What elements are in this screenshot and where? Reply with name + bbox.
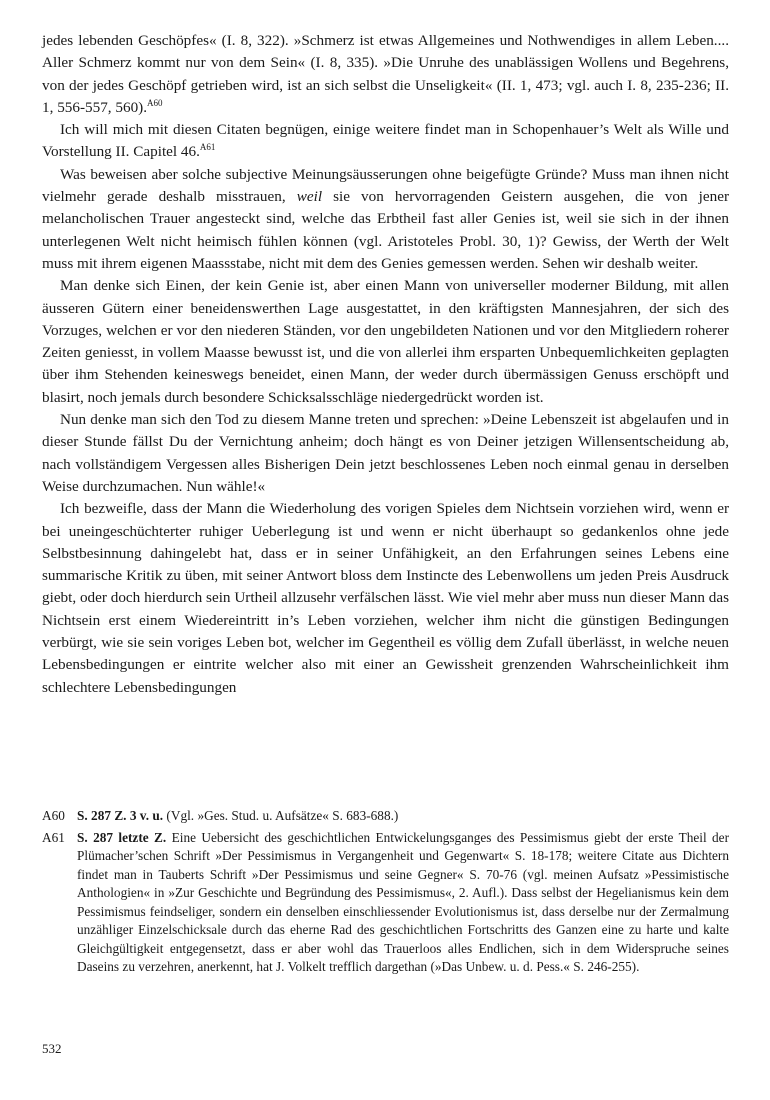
paragraph-text: Ich will mich mit diesen Citaten begnügen, einige weitere findet man in Schopenhauer’s Welt als Wille und Vorstellung II. Capitel 46. [42, 121, 729, 161]
paragraph [42, 164, 729, 275]
footnote-body [77, 829, 729, 977]
paragraph-text: Nun denke man sich den Tod zu diesem Manne treten und sprechen: »Deine Lebenszeit ist abgelaufen und in dieser Stunde fällst Du der Vernichtung anheim; doch hängt es von Deiner jetzigen Willensentscheidung ab, nach vollständigem Vergessen alles Bisherigen Dein jetzt beschlossenes Leben noch einmal genau in derselben Weise durchzumachen. Nun wähle!« [42, 411, 729, 495]
page-number: 532 [42, 1041, 62, 1056]
footnote-text: (Vgl. »Ges. Stud. u. Aufsätze« S. 683-688.) [163, 808, 399, 823]
paragraph-text: jedes lebenden Geschöpfes« (I. 8, 322). »Schmerz ist etwas Allgemeines und Nothwendiges in allem Leben.... Aller Schmerz kommt nur von dem Sein« (I. 8, 335). »Die Unruhe des unablässigen Wollens und Begehrens, von der jedes Geschöpf getrieben wird, ist an sich selbst die Unseligkeit« (II. 1, 473; vgl. auch I. 8, 235-236; II. 1, 556-557, 560). [42, 32, 729, 116]
paragraph-text: Ich bezweifle, dass der Mann die Wiederholung des vorigen Spieles dem Nichtsein vorziehen wird, wenn er bei uneingeschüchterter ruhiger Ueberlegung ist und wenn er nicht überhaupt so gedankenlos ohne jede Selbstbesinnung dahingelebt hat, dass er in seiner Unfähigkeit, an den Erfahrungen seines Lebens eine summarische Kritik zu üben, mit seiner Antwort bloss dem Instincte des Lebenwollens um jeden Preis Ausdruck giebt, oder doch hierdurch sein Urtheil allzusehr verfälschen lässt. Wie viel mehr aber muss nun dieser Mann das Nichtsein erst einem Wiedereintritt in’s Leben vorziehen, welcher ihm nicht die günstigen Bedingungen verbürgt, wie sie sein voriges Leben bot, welcher im Gegentheil es völlig dem Zufall überlässt, in welche neuen Lebensbedingungen er eintrite welcher also mit einer an Gewissheit grenzenden Wahrscheinlichkeit ihm schlechtere Lebensbedingungen [42, 500, 729, 696]
paragraph [42, 498, 729, 699]
emphasis-text: weil [296, 188, 323, 206]
paragraph [42, 409, 729, 498]
paragraph [42, 275, 729, 409]
footnote-marker[interactable]: A60 [147, 97, 163, 108]
footnote-number: A61 [42, 829, 65, 845]
footnote-marker[interactable]: A61 [199, 142, 216, 153]
footnote-body [77, 807, 729, 826]
paragraph-text: sie von hervorragenden Geistern ausgehen, die von jener melancholischen Trauer angesteckt sind, welche das Erbtheil fast aller Genies ist, weil sie sich in der ihnen unterlegenen Welt nicht heimisch fühlen können (vgl. Aristoteles Probl. 30, 1)? Gewiss, der Werth der Welt muss mit ihrem eigenen Maassstabe, nicht mit dem des Genies gemessen werden. Sehen wir deshalb weiter. [42, 188, 730, 272]
footnote-number: A60 [42, 808, 65, 823]
paragraph-text: Man denke sich Einen, der kein Genie ist, aber einen Mann von universeller moderner Bildung, mit allen äusseren Gütern einer beneidenswerthen Lage ausgestattet, in den kräftigsten Mannesjahren, der sich des Vorzuges, welchen er vor den niederen Ständen, vor den ungebildeten Nationen und vor den Mitgliedern roherer Zeiten geniesst, in vollem Maasse bewusst ist, und die von allerlei ihm ersparten Unbequemlichkeiten geplagten über ihm Stehenden keineswegs beneidet, einen Mann, der weder durch übermässigen Genuss erschöpft und blasirt, noch jemals durch besondere Schicksalsschläge niedergedrückt worden ist. [42, 277, 729, 406]
footnote [42, 829, 729, 977]
main-text [42, 30, 729, 699]
paragraph-text: Was beweisen aber solche subjective Meinungsäusserungen ohne beigefügte Gründe? Muss man ihnen nicht vielmehr gerade deshalb misstrauen, [42, 165, 729, 206]
footnote-reference: S. 287 letzte Z. [77, 829, 167, 845]
paragraph [42, 119, 729, 164]
paragraph [42, 30, 729, 119]
footnotes [42, 807, 729, 980]
footnote-reference: S. 287 Z. 3 v. u. [77, 808, 164, 823]
footnote-text: Eine Uebersicht des geschichtlichen Entwickelungsganges des Pessimismus giebt der erste Theil der Plümacher’schen Schrift »Der Pessimismus in Vergangenheit und Gegenwart« S. 18-178; weitere Citate aus Dichtern findet man in Tauberts Schrift »Der Pessimismus und seine Gegner« S. 70-76 (vgl. meinen Aufsatz »Pessimistische Anthologien« in »Zur Geschichte und Begründung des Pessimismus«, 2. Aufl.). Dass selbst der Hegelianismus kein dem Pessimismus feindseliger, sondern ein denselben einschliessender Evolutionismus ist, dass derselbe nur der Zermalmung unzähliger Einzelschicksale durch das eherne Rad des geschichtlichen Fortschritts des Ganzen eine zu harte und kalte Gleichgültigkeit entgegensetzt, dass er aber wohl das Trauerloos alles Endlichen, sich in dem Widerspruche seines Daseins zu verzehren, anerkennt, hat J. Volkelt trefflich dargethan (»Das Unbew. u. d. Pess.« S. 246-255). [77, 829, 729, 974]
footnote [42, 807, 729, 826]
